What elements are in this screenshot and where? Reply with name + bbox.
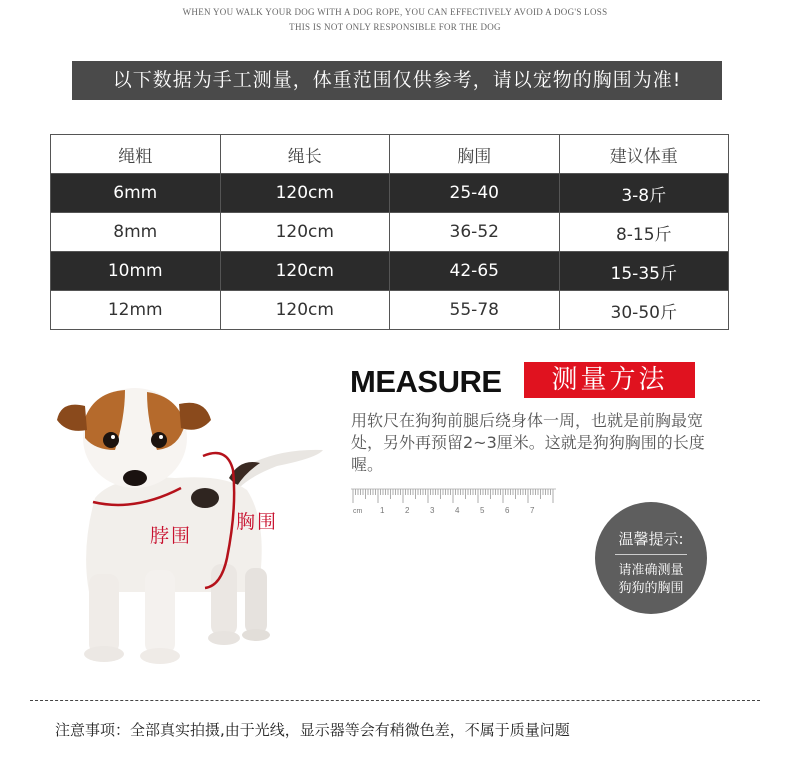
cell-length: 120cm <box>220 252 390 291</box>
tip-body <box>595 562 707 598</box>
tip-divider <box>615 554 687 555</box>
cell-length: 120cm <box>220 213 390 252</box>
cell-length: 120cm <box>220 174 390 213</box>
table-row <box>51 291 729 330</box>
cell-thickness: 8mm <box>51 213 221 252</box>
tip-badge <box>595 502 707 614</box>
ruler-number: 2 <box>405 506 410 515</box>
header-rope-thickness: 绳粗 <box>51 135 221 174</box>
tip-line-1: 请准确测量 <box>618 563 684 578</box>
ruler-number: 6 <box>505 506 510 515</box>
size-table <box>50 134 729 330</box>
table-row <box>51 252 729 291</box>
measurement-notice-banner: 以下数据为手工测量，体重范围仅供参考，请以宠物的胸围为准! <box>72 61 722 100</box>
ruler-number: 5 <box>480 506 485 515</box>
ruler-number: 1 <box>380 506 385 515</box>
header-chest-girth: 胸围 <box>390 135 560 174</box>
cell-weight: 3-8斤 <box>559 174 729 213</box>
cell-thickness: 12mm <box>51 291 221 330</box>
measure-method-badge: 测量方法 <box>524 362 695 398</box>
tip-line-2: 狗狗的胸围 <box>618 581 684 596</box>
footnote-disclaimer: 注意事项：全部真实拍摄,由于光线，显示器等会有稍微色差，不属于质量问题 <box>55 721 570 739</box>
cell-chest: 42-65 <box>390 252 560 291</box>
table-row <box>51 213 729 252</box>
ruler-icon <box>351 486 561 516</box>
measure-description: 用软尺在狗狗前腿后绕身体一周，也就是前胸最宽处，另外再预留2~3厘米。这就是狗狗胸围的长度喔。 <box>351 411 705 474</box>
ruler-number: 3 <box>430 506 435 515</box>
tagline-top: WHEN YOU WALK YOUR DOG WITH A DOG ROPE, YOU CAN EFFECTIVELY AVOID A DOG'S LOSS <box>182 7 608 17</box>
table-header-row <box>51 135 729 174</box>
tip-title: 温馨提示: <box>618 530 684 548</box>
puppy-illustration <box>55 378 335 678</box>
chest-girth-label: 胸围 <box>236 511 279 533</box>
cell-thickness: 6mm <box>51 174 221 213</box>
cell-chest: 36-52 <box>390 213 560 252</box>
cell-length: 120cm <box>220 291 390 330</box>
cell-weight: 30-50斤 <box>559 291 729 330</box>
cell-weight: 8-15斤 <box>559 213 729 252</box>
cell-thickness: 10mm <box>51 252 221 291</box>
ruler-number: 7 <box>530 506 535 515</box>
dashed-divider <box>30 700 760 701</box>
ruler-number: 4 <box>455 506 460 515</box>
table-row <box>51 174 729 213</box>
cell-weight: 15-35斤 <box>559 252 729 291</box>
measure-title: MEASURE <box>350 364 502 399</box>
header-suggested-weight: 建议体重 <box>559 135 729 174</box>
ruler-unit: cm <box>353 508 363 515</box>
cell-chest: 25-40 <box>390 174 560 213</box>
cell-chest: 55-78 <box>390 291 560 330</box>
tagline-sub: THIS IS NOT ONLY RESPONSIBLE FOR THE DOG <box>289 22 501 32</box>
neck-girth-label: 脖围 <box>150 525 193 547</box>
header-rope-length: 绳长 <box>220 135 390 174</box>
